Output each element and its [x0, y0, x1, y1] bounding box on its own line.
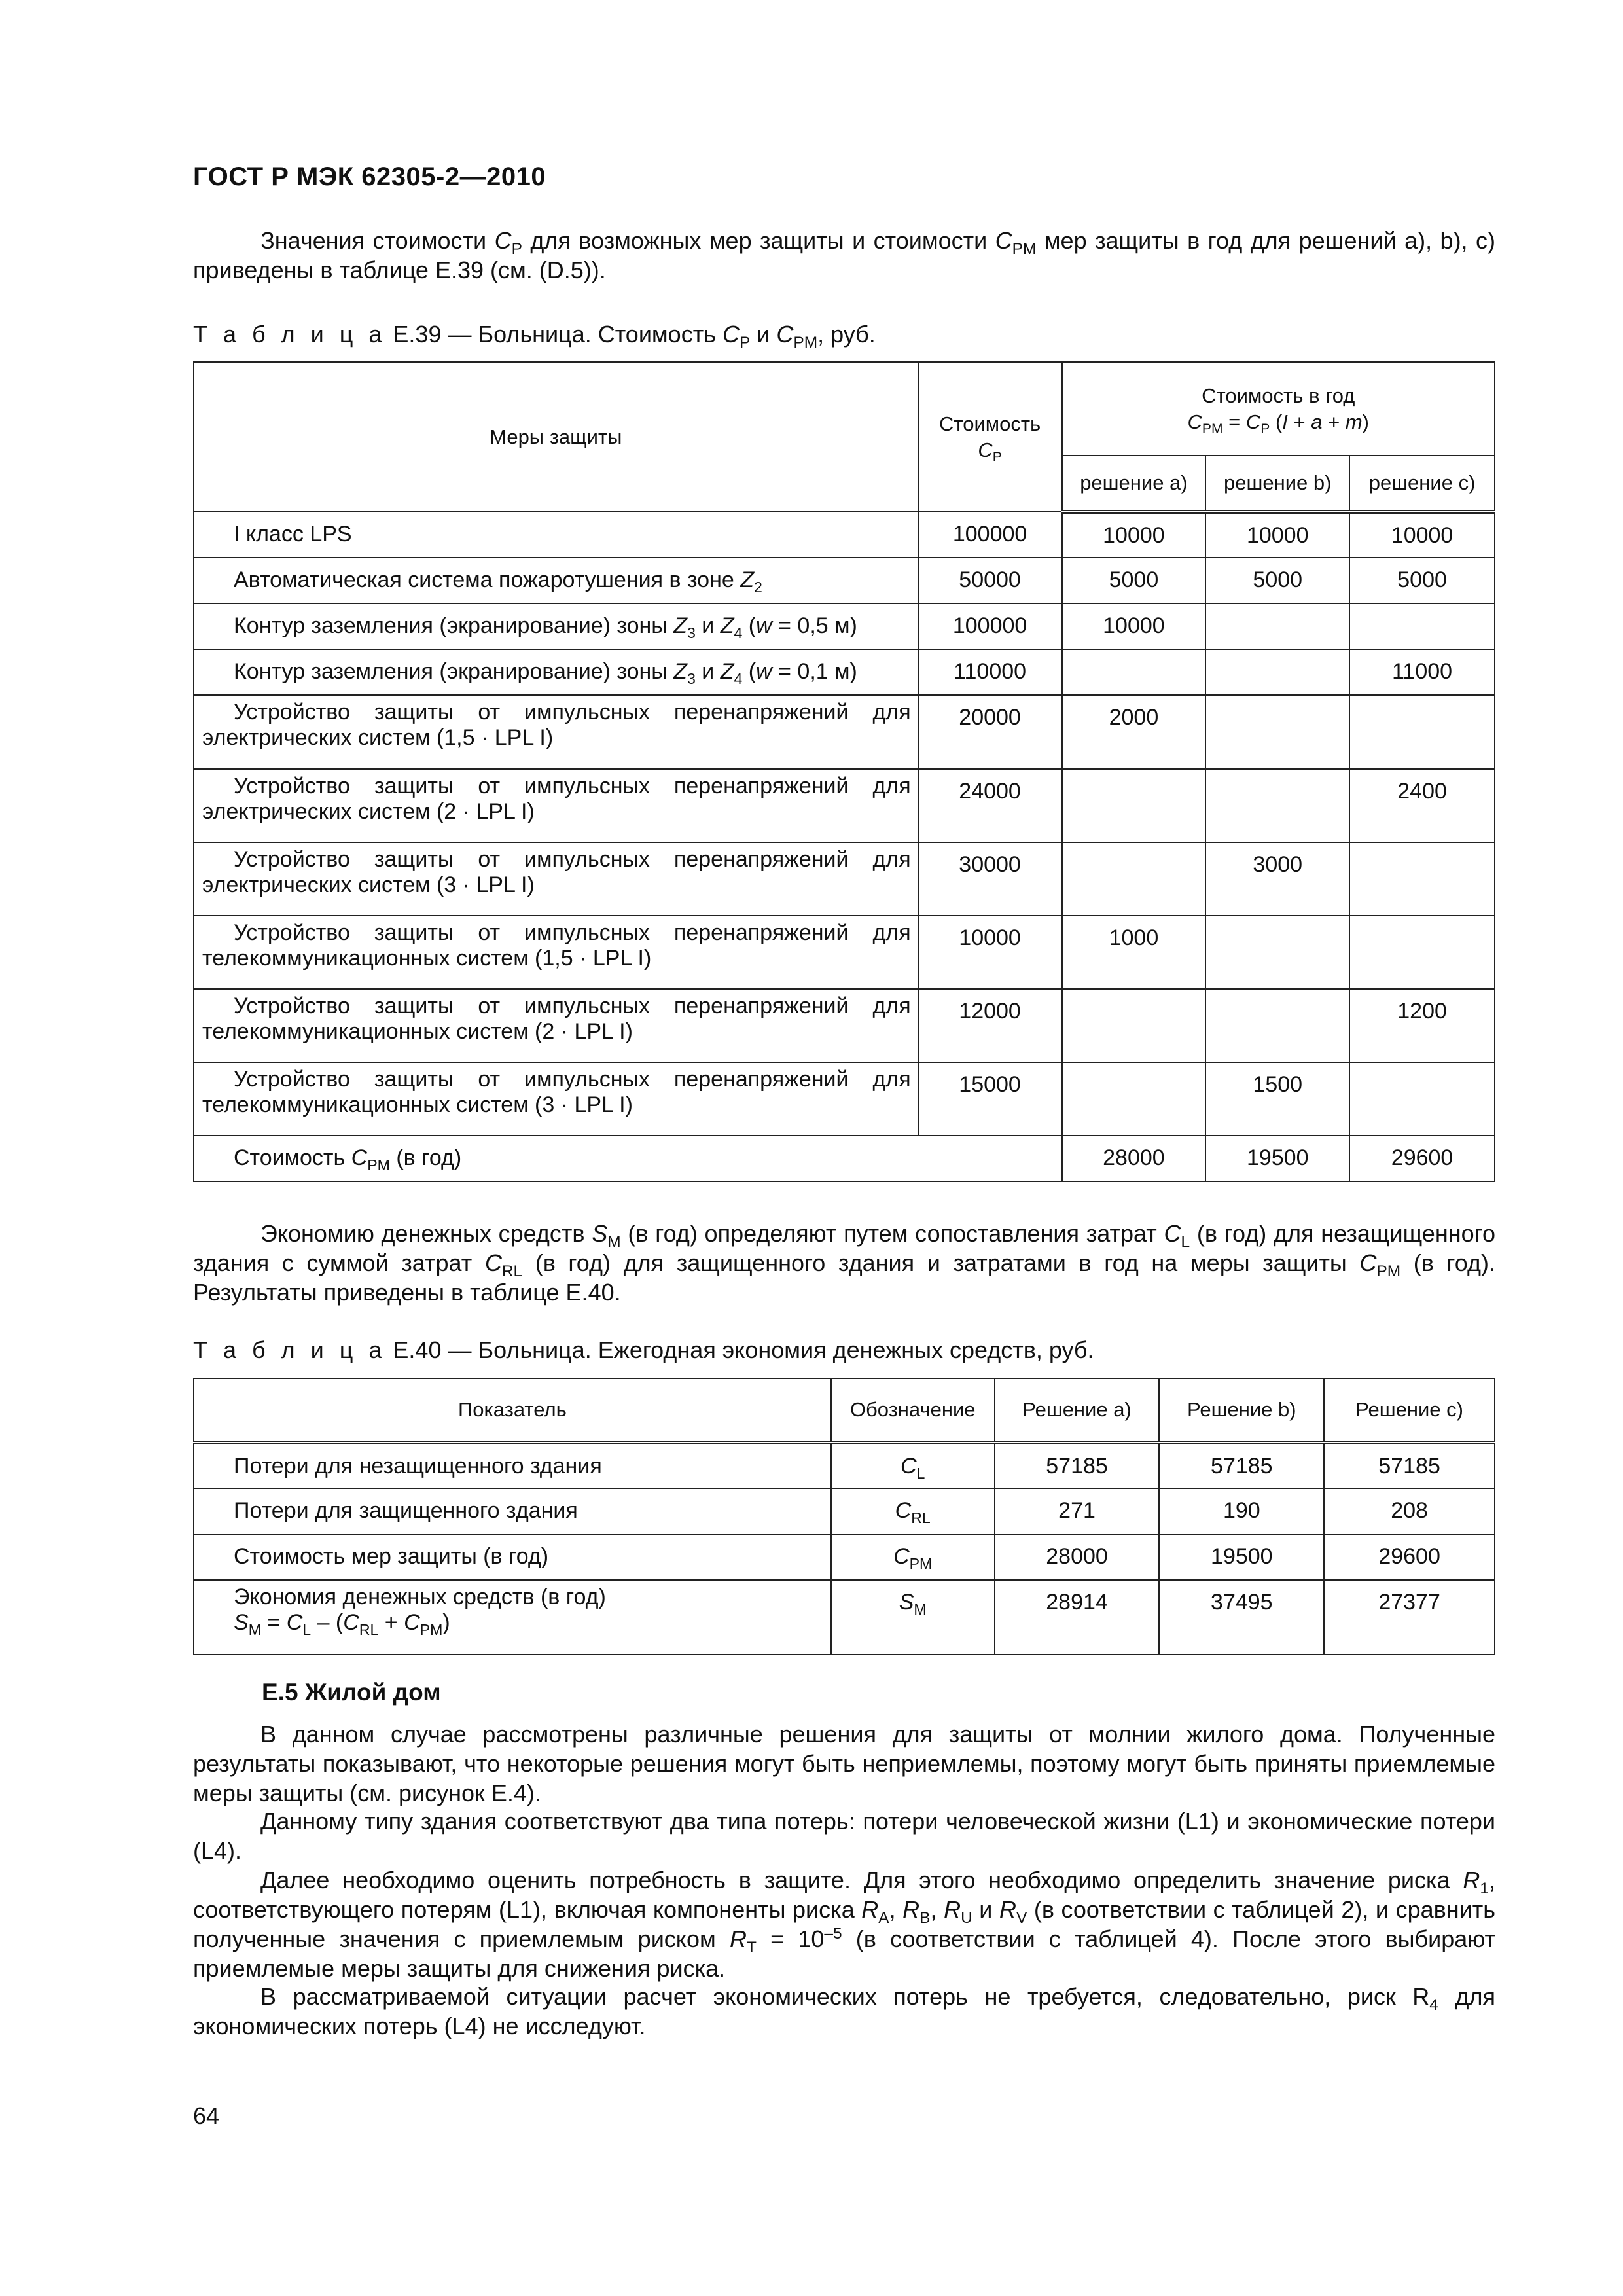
col-solution-c: Решение c): [1324, 1378, 1495, 1443]
sol-c-cell: 57185: [1324, 1443, 1495, 1488]
sol-c-cell: 29600: [1324, 1534, 1495, 1580]
indicator-cell: [194, 1443, 831, 1488]
standard-header: ГОСТ Р МЭК 62305-2—2010: [193, 162, 546, 191]
sol-a-cell: 271: [995, 1488, 1160, 1534]
sol-a-cell: 5000: [1062, 558, 1206, 603]
sol-b-cell: [1205, 989, 1349, 1062]
sol-b-cell: 5000: [1205, 558, 1349, 603]
sol-b-cell: [1205, 916, 1349, 989]
page-number: 64: [193, 2102, 220, 2129]
sol-a-cell: [1062, 989, 1206, 1062]
sol-a-cell: 10000: [1062, 603, 1206, 649]
symbol-cell: $C_{RL}$: [831, 1488, 995, 1534]
sol-a-cell: 28914: [995, 1580, 1160, 1655]
sol-b-cell: 57185: [1159, 1443, 1324, 1488]
sol-a-cell: [1062, 1062, 1206, 1136]
sol-b-cell: 10000: [1205, 512, 1349, 558]
measure-cell: Устройство защиты от импульсных перенапряжений для телекоммуникационных систем (2 · LPL I): [194, 989, 918, 1062]
sol-b-cell: [1205, 695, 1349, 769]
indicator-cell: [194, 1534, 831, 1580]
sol-c-cell: [1349, 1062, 1495, 1136]
table-row: [194, 769, 1495, 842]
cost-cell: 100000: [918, 512, 1062, 558]
table-40-caption: Т а б л и ц а Е.40 — Больница. Ежегодная экономия денежных средств, руб.: [193, 1336, 1094, 1363]
sol-c-cell: [1349, 916, 1495, 989]
measure-cell: Устройство защиты от импульсных перенапряжений для телекоммуникационных систем (1,5 · LPL I): [194, 916, 918, 989]
sol-c-cell: 27377: [1324, 1580, 1495, 1655]
total-c-cell: 29600: [1349, 1136, 1495, 1181]
col-solution-a: решение a): [1062, 456, 1206, 512]
intro-paragraph: Значения стоимости $C_P$ для возможных мер защиты и стоимости $C_{PM}$ мер защиты в год для решений a), b), c) приведены в таблице Е.39 (см. (D.5)).: [193, 227, 1495, 283]
col-yearly-label: Стоимость в год: [1202, 384, 1355, 407]
sol-c-cell: [1349, 842, 1495, 916]
sol-a-cell: [1062, 842, 1206, 916]
sol-a-cell: [1062, 769, 1206, 842]
sol-b-cell: [1205, 649, 1349, 695]
section-paragraph-1: В данном случае рассмотрены различные решения для защиты от молнии жилого дома. Полученные результаты показывают, что некоторые решения могут быть неприемлемы, поэтому могут быть приняты приемлемые меры защиты (см. рисунок Е.4).: [193, 1721, 1495, 1806]
sol-b-cell: [1205, 603, 1349, 649]
sol-b-cell: [1205, 769, 1349, 842]
sol-b-cell: 190: [1159, 1488, 1324, 1534]
col-yearly-header: Стоимость в год $C_{PM} = C_P$ (I + a + m): [1062, 362, 1495, 456]
col-solution-b: решение b): [1205, 456, 1349, 512]
table-row: [194, 842, 1495, 916]
sol-a-cell: 2000: [1062, 695, 1206, 769]
indicator-label: Потери для защищенного здания: [234, 1498, 578, 1523]
col-symbol-header: Обозначение: [831, 1378, 995, 1443]
table-39-caption: Т а б л и ц а Е.39 — Больница. Стоимость $C_P$ и $C_{PM}$, руб.: [193, 321, 876, 352]
measure-cell: Контур заземления (экранирование) зоны $Z_3$ и $Z_4$ (w = 0,5 м): [194, 603, 918, 649]
col-indicator-header: Показатель: [194, 1378, 831, 1443]
cost-cell: 10000: [918, 916, 1062, 989]
cost-cell: 20000: [918, 695, 1062, 769]
table-row: [194, 1062, 1495, 1136]
sol-a-cell: 28000: [995, 1534, 1160, 1580]
sol-c-cell: 5000: [1349, 558, 1495, 603]
sol-a-cell: [1062, 649, 1206, 695]
table-row: [194, 1443, 1495, 1488]
col-cost-header: Стоимость $C_P$: [918, 362, 1062, 512]
table-row: [194, 512, 1495, 558]
section-paragraph-2: Данному типу здания соответствуют два типа потерь: потери человеческой жизни (L1) и экономические потери (L4).: [193, 1808, 1495, 1864]
total-b-cell: 19500: [1205, 1136, 1349, 1181]
cost-cell: 110000: [918, 649, 1062, 695]
cost-cell: 30000: [918, 842, 1062, 916]
measure-cell: Автоматическая система пожаротушения в зоне $Z_2$: [194, 558, 918, 603]
caption-label: Т а б л и ц а: [193, 1336, 387, 1363]
table-row: [194, 1534, 1495, 1580]
cost-cell: 15000: [918, 1062, 1062, 1136]
sol-c-cell: 208: [1324, 1488, 1495, 1534]
indicator-label: Потери для незащищенного здания: [234, 1454, 602, 1479]
measure-cell: Устройство защиты от импульсных перенапряжений для электрических систем (2 · LPL I): [194, 769, 918, 842]
table-row: [194, 558, 1495, 603]
cost-cell: 100000: [918, 603, 1062, 649]
sol-b-cell: 37495: [1159, 1580, 1324, 1655]
symbol-cell: $S_M$: [831, 1580, 995, 1655]
table-40: [193, 1378, 1495, 1655]
cost-cell: 12000: [918, 989, 1062, 1062]
table-39: [193, 361, 1495, 1182]
col-solution-b: Решение b): [1159, 1378, 1324, 1443]
sol-b-cell: 1500: [1205, 1062, 1349, 1136]
sol-b-cell: 19500: [1159, 1534, 1324, 1580]
cost-cell: 50000: [918, 558, 1062, 603]
sol-b-cell: 3000: [1205, 842, 1349, 916]
symbol-cell: $C_L$: [831, 1443, 995, 1488]
indicator-label: Экономия денежных средств (в год): [234, 1585, 606, 1609]
total-label: Стоимость $C_{PM}$ (в год): [194, 1136, 1062, 1181]
table-row: [194, 916, 1495, 989]
savings-paragraph: Экономию денежных средств $S_M$ (в год) определяют путем сопоставления затрат $C_L$ (в год) для незащищенного здания с суммой затрат $C_{RL}$ (в год) для защищенного здания и затратами в год на меры защиты $C_{PM}$ (в год). Результаты приведены в таблице Е.40.: [193, 1220, 1495, 1306]
indicator-cell: [194, 1488, 831, 1534]
measure-cell: Устройство защиты от импульсных перенапряжений для электрических систем (3 · LPL I): [194, 842, 918, 916]
table-row: [194, 695, 1495, 769]
sol-a-cell: 1000: [1062, 916, 1206, 989]
col-solution-c: решение c): [1349, 456, 1495, 512]
measure-cell: Устройство защиты от импульсных перенапряжений для телекоммуникационных систем (3 · LPL I): [194, 1062, 918, 1136]
section-paragraph-4: В рассматриваемой ситуации расчет экономических потерь не требуется, следовательно, риск $R_4$ для экономических потерь (L4) не исследуют.: [193, 1983, 1495, 2039]
col-solution-a: Решение a): [995, 1378, 1160, 1443]
sol-c-cell: 2400: [1349, 769, 1495, 842]
indicator-cell: Экономия денежных средств (в год) $S_M = C_L - (C_{RL} + C_{PM})$: [194, 1580, 831, 1655]
table-row: [194, 649, 1495, 695]
measure-cell: Контур заземления (экранирование) зоны $Z_3$ и $Z_4$ (w = 0,1 м): [194, 649, 918, 695]
table-row: [194, 989, 1495, 1062]
sol-c-cell: 10000: [1349, 512, 1495, 558]
sol-c-cell: [1349, 695, 1495, 769]
col-measures-header: Меры защиты: [194, 362, 918, 512]
table-row: [194, 1580, 1495, 1655]
col-cost-label: Стоимость: [938, 412, 1041, 435]
measure-cell: Устройство защиты от импульсных перенапряжений для электрических систем (1,5 · LPL I): [194, 695, 918, 769]
section-paragraph-3: Далее необходимо оценить потребность в защите. Для этого необходимо определить значение риска $R_1$, соответствующего потерям (L1), включая компоненты риска $R_A$, $R_B$, $R_U$ и $R_V$ (в соответствии с таблицей 2), и сравнить полученные значения с приемлемым риском $R_T = 10^{-5}$ (в соответствии с таблицей 4). После этого выбирают приемлемые меры защиты для снижения риска.: [193, 1867, 1495, 1982]
sol-c-cell: 1200: [1349, 989, 1495, 1062]
section-heading: Е.5 Жилой дом: [262, 1679, 441, 1706]
table-row: [194, 603, 1495, 649]
sol-c-cell: 11000: [1349, 649, 1495, 695]
total-row: [194, 1136, 1495, 1181]
caption-label: Т а б л и ц а: [193, 321, 387, 348]
measure-cell: I класс LPS: [194, 512, 918, 558]
sol-a-cell: 57185: [995, 1443, 1160, 1488]
sol-c-cell: [1349, 603, 1495, 649]
cost-cell: 24000: [918, 769, 1062, 842]
indicator-label: Стоимость мер защиты (в год): [234, 1544, 549, 1569]
total-a-cell: 28000: [1062, 1136, 1206, 1181]
symbol-cell: $C_{PM}$: [831, 1534, 995, 1580]
table-row: [194, 1488, 1495, 1534]
sol-a-cell: 10000: [1062, 512, 1206, 558]
